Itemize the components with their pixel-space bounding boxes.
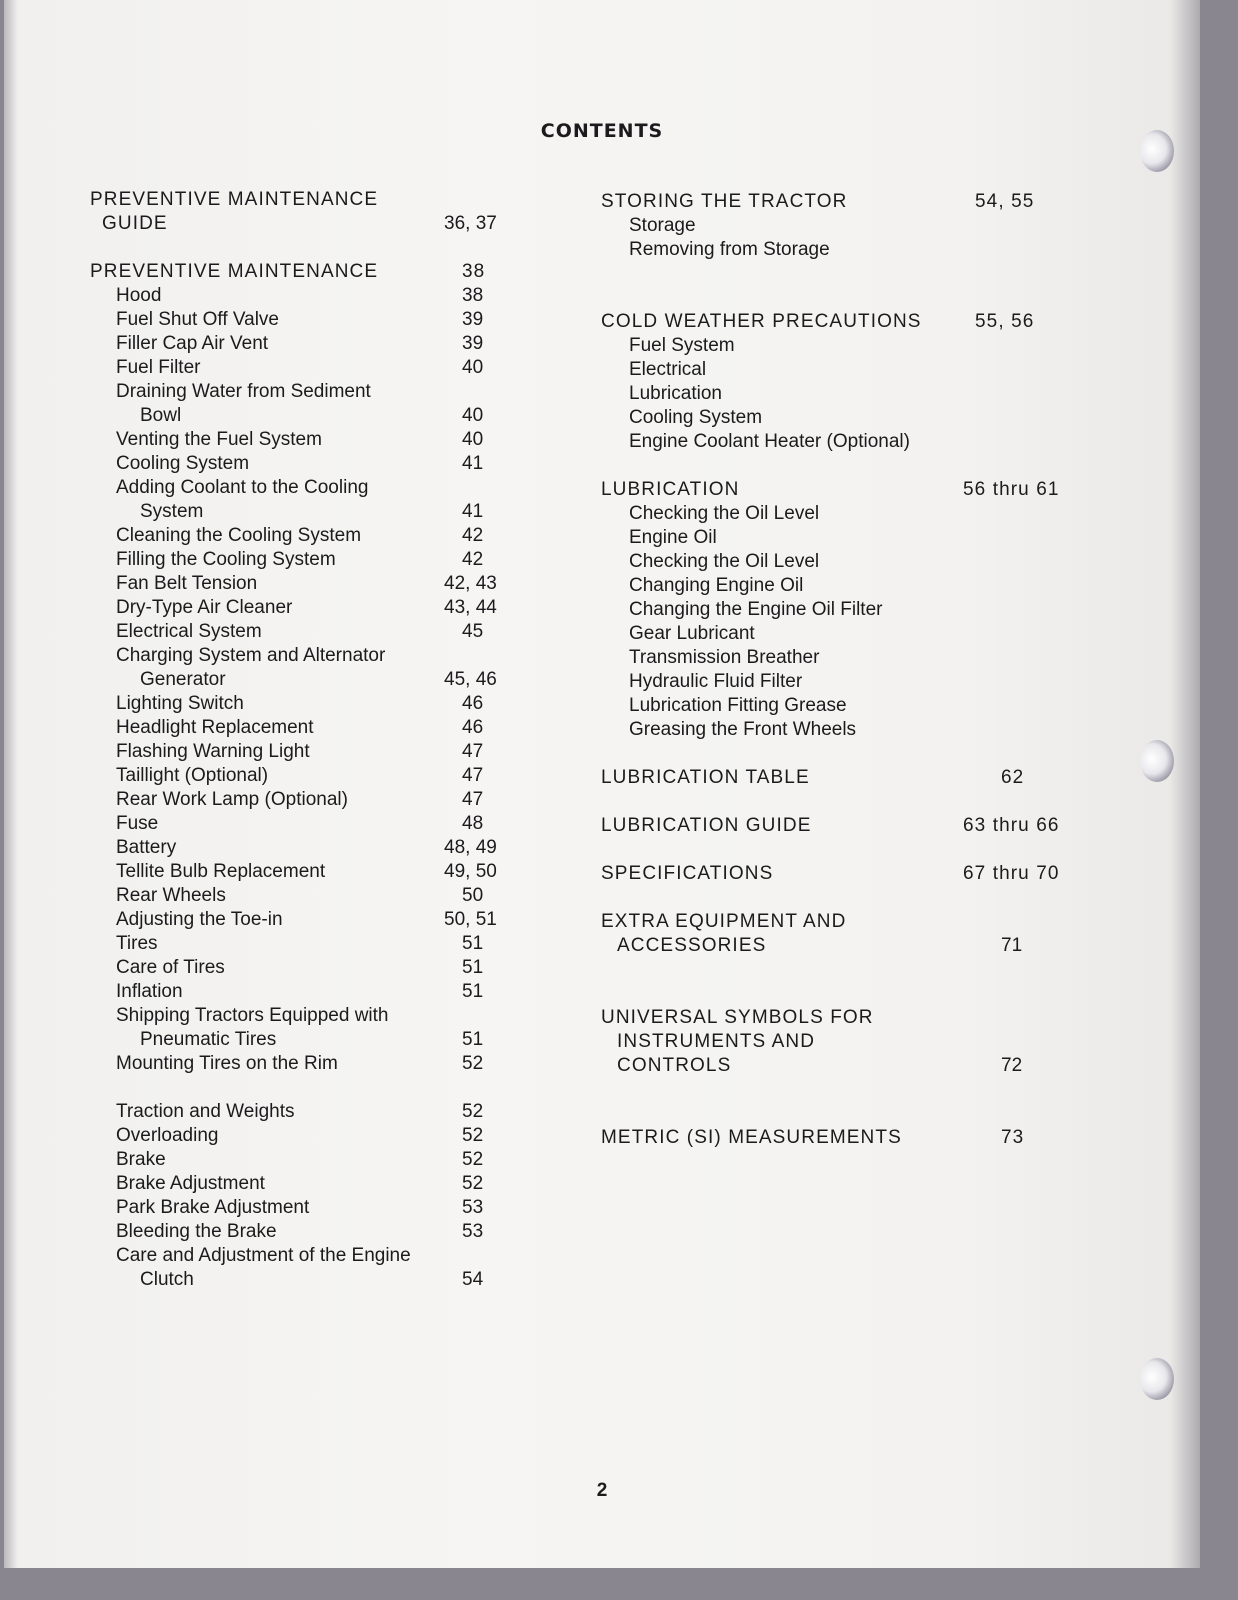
toc-page-number: 41: [462, 453, 484, 474]
toc-entry: [90, 1148, 530, 1172]
toc-entry: [601, 334, 1071, 358]
toc-spacer: [601, 838, 1071, 862]
toc-entry: [90, 716, 530, 740]
toc-page-number: 51: [462, 957, 484, 978]
toc-entry-title: Engine Oil: [629, 527, 717, 548]
toc-entry: [90, 692, 530, 716]
toc-page-number: 39: [462, 333, 484, 354]
toc-page-number: 42, 43: [444, 573, 497, 594]
toc-entry-title: Generator: [140, 669, 226, 690]
toc-page-number: 48: [462, 813, 484, 834]
toc-entry: [601, 934, 1071, 958]
toc-entry: [90, 380, 530, 404]
toc-entry-title: Changing the Engine Oil Filter: [629, 599, 883, 620]
toc-entry: [601, 1054, 1071, 1078]
toc-entry-title: METRIC (SI) MEASUREMENTS: [601, 1127, 902, 1148]
toc-page-number: 51: [462, 981, 484, 1002]
toc-page-number: 40: [462, 405, 484, 426]
toc-spacer: [601, 790, 1071, 814]
toc-page-number: 46: [462, 693, 484, 714]
toc-section: [601, 310, 1071, 334]
toc-entry-title: GUIDE: [102, 213, 168, 234]
toc-entry-title: Lubrication: [629, 383, 722, 404]
toc-entry-title: PREVENTIVE MAINTENANCE: [90, 189, 379, 210]
toc-entry: [90, 764, 530, 788]
toc-entry-title: COLD WEATHER PRECAUTIONS: [601, 311, 922, 332]
toc-entry-title: Flashing Warning Light: [116, 741, 310, 762]
toc-entry-title: Fan Belt Tension: [116, 573, 258, 594]
toc-entry: [601, 670, 1071, 694]
toc-entry: [601, 622, 1071, 646]
toc-entry-title: Shipping Tractors Equipped with: [116, 1005, 389, 1026]
toc-entry-title: Traction and Weights: [116, 1101, 295, 1122]
toc-entry-title: PREVENTIVE MAINTENANCE: [90, 261, 379, 282]
toc-entry-title: Adjusting the Toe-in: [116, 909, 283, 930]
toc-entry-title: ACCESSORIES: [617, 935, 767, 956]
binder-hole-bottom: [1140, 1358, 1174, 1400]
toc-entry: [90, 1244, 530, 1268]
toc-section: [601, 766, 1071, 790]
toc-entry: [601, 598, 1071, 622]
toc-entry: [90, 476, 530, 500]
toc-right-column: [601, 190, 1071, 1150]
toc-entry: [601, 430, 1071, 454]
toc-page-number: 47: [462, 789, 484, 810]
toc-entry: [90, 860, 530, 884]
toc-entry: [90, 572, 530, 596]
toc-page-number: 45, 46: [444, 669, 497, 690]
toc-entry-title: LUBRICATION: [601, 479, 740, 500]
toc-entry: [90, 1196, 530, 1220]
toc-page-number: 49, 50: [444, 861, 497, 882]
toc-entry: [90, 1052, 530, 1076]
toc-entry-title: Rear Work Lamp (Optional): [116, 789, 348, 810]
toc-entry-title: Mounting Tires on the Rim: [116, 1053, 338, 1074]
toc-page-number: 41: [462, 501, 484, 522]
toc-entry-title: Cleaning the Cooling System: [116, 525, 362, 546]
toc-entry: [90, 788, 530, 812]
toc-page-number: 36, 37: [444, 213, 497, 234]
toc-entry: [90, 548, 530, 572]
toc-page-number: 52: [462, 1101, 484, 1122]
toc-entry-title: Clutch: [140, 1269, 194, 1290]
toc-entry-title: Park Brake Adjustment: [116, 1197, 310, 1218]
toc-entry: [90, 932, 530, 956]
toc-entry: [601, 526, 1071, 550]
toc-entry: [90, 620, 530, 644]
toc-entry-title: Brake: [116, 1149, 166, 1170]
toc-spacer: [601, 286, 1071, 310]
toc-entry-title: CONTROLS: [617, 1055, 732, 1076]
toc-entry-title: Care of Tires: [116, 957, 225, 978]
toc-entry-title: Adding Coolant to the Cooling: [116, 477, 369, 498]
toc-entry-title: SPECIFICATIONS: [601, 863, 774, 884]
toc-page-number: 40: [462, 429, 484, 450]
toc-spacer: [601, 454, 1071, 478]
toc-entry-title: Lubrication Fitting Grease: [629, 695, 847, 716]
toc-entry: [90, 332, 530, 356]
toc-entry: [601, 718, 1071, 742]
toc-section: [601, 190, 1071, 214]
page-number: 2: [596, 1480, 608, 1501]
toc-entry: [90, 524, 530, 548]
toc-page-number: 42: [462, 549, 484, 570]
toc-entry-title: Inflation: [116, 981, 183, 1002]
toc-entry: [601, 238, 1071, 262]
toc-page-number: 54: [462, 1269, 484, 1290]
toc-entry: [90, 1028, 530, 1052]
toc-spacer: [90, 236, 530, 260]
toc-page-number: 42: [462, 525, 484, 546]
toc-page-number: 72: [1001, 1055, 1023, 1076]
toc-entry-title: Draining Water from Sediment: [116, 381, 371, 402]
toc-entry-title: Venting the Fuel System: [116, 429, 322, 450]
toc-entry: [90, 596, 530, 620]
binder-hole-middle: [1140, 740, 1174, 782]
toc-page-number: 55, 56: [975, 311, 1035, 332]
toc-page-number: 51: [462, 1029, 484, 1050]
toc-entry-title: Transmission Breather: [629, 647, 820, 668]
toc-section: [90, 188, 530, 212]
toc-entry-title: Tires: [116, 933, 158, 954]
toc-entry-title: LUBRICATION GUIDE: [601, 815, 812, 836]
toc-entry-title: Battery: [116, 837, 177, 858]
toc-page-number: 48, 49: [444, 837, 497, 858]
toc-entry: [601, 502, 1071, 526]
toc-entry-title: Lighting Switch: [116, 693, 244, 714]
toc-page-number: 56 thru 61: [963, 479, 1060, 500]
toc-page-number: 52: [462, 1149, 484, 1170]
toc-section: [601, 814, 1071, 838]
toc-page-number: 50: [462, 885, 484, 906]
toc-page-number: 43, 44: [444, 597, 497, 618]
toc-entry-title: Fuse: [116, 813, 159, 834]
toc-page-number: 47: [462, 741, 484, 762]
toc-page-number: 46: [462, 717, 484, 738]
toc-entry: [90, 668, 530, 692]
toc-page-number: 63 thru 66: [963, 815, 1060, 836]
toc-page-number: 73: [1001, 1127, 1025, 1148]
toc-page-number: 62: [1001, 767, 1025, 788]
toc-entry: [601, 406, 1071, 430]
toc-entry-title: Checking the Oil Level: [629, 551, 820, 572]
toc-entry-title: Dry-Type Air Cleaner: [116, 597, 293, 618]
toc-spacer: [601, 742, 1071, 766]
toc-page-number: 40: [462, 357, 484, 378]
toc-page-number: 53: [462, 1221, 484, 1242]
toc-page-number: 39: [462, 309, 484, 330]
toc-entry: [90, 1004, 530, 1028]
toc-entry-title: Gear Lubricant: [629, 623, 755, 644]
page-edge-shadow: [1170, 0, 1200, 1568]
toc-page-number: 53: [462, 1197, 484, 1218]
toc-page-number: 45: [462, 621, 484, 642]
toc-entry: [90, 908, 530, 932]
toc-entry-title: Engine Coolant Heater (Optional): [629, 431, 910, 452]
toc-entry: [601, 1030, 1071, 1054]
toc-page-number: 52: [462, 1125, 484, 1146]
toc-entry-title: Hood: [116, 285, 162, 306]
toc-left-column: [90, 188, 530, 1292]
toc-entry: [601, 574, 1071, 598]
toc-entry: [90, 212, 530, 236]
toc-page-number: 52: [462, 1053, 484, 1074]
toc-entry: [601, 694, 1071, 718]
toc-page-number: 50, 51: [444, 909, 497, 930]
toc-page-number: 71: [1001, 935, 1023, 956]
toc-entry-title: Pneumatic Tires: [140, 1029, 277, 1050]
toc-entry-title: Filling the Cooling System: [116, 549, 336, 570]
toc-entry-title: Cooling System: [629, 407, 763, 428]
toc-entry: [90, 956, 530, 980]
toc-page-number: 54, 55: [975, 191, 1035, 212]
toc-entry: [601, 550, 1071, 574]
toc-entry-title: Headlight Replacement: [116, 717, 314, 738]
page-title: CONTENTS: [540, 120, 664, 142]
toc-page-number: 38: [462, 285, 484, 306]
toc-entry: [90, 452, 530, 476]
toc-page-number: 38: [462, 261, 486, 282]
toc-section: [601, 862, 1071, 886]
toc-section: [601, 478, 1071, 502]
toc-entry: [90, 1220, 530, 1244]
toc-entry: [90, 404, 530, 428]
toc-entry: [90, 836, 530, 860]
toc-entry-title: STORING THE TRACTOR: [601, 191, 848, 212]
toc-entry-title: Filler Cap Air Vent: [116, 333, 269, 354]
toc-entry-title: Bleeding the Brake: [116, 1221, 277, 1242]
toc-entry-title: Fuel Shut Off Valve: [116, 309, 279, 330]
toc-entry: [90, 1100, 530, 1124]
toc-entry-title: Bowl: [140, 405, 182, 426]
toc-entry-title: Fuel Filter: [116, 357, 201, 378]
toc-entry-title: Removing from Storage: [629, 239, 830, 260]
toc-entry-title: Care and Adjustment of the Engine: [116, 1245, 411, 1266]
toc-spacer: [601, 982, 1071, 1006]
toc-entry-title: System: [140, 501, 204, 522]
toc-entry: [90, 740, 530, 764]
manual-page: [4, 0, 1200, 1568]
toc-entry-title: Fuel System: [629, 335, 735, 356]
toc-entry-title: Cooling System: [116, 453, 250, 474]
toc-entry: [601, 358, 1071, 382]
toc-section: [601, 1126, 1071, 1150]
toc-page-number: 52: [462, 1173, 484, 1194]
toc-entry-title: Hydraulic Fluid Filter: [629, 671, 803, 692]
toc-entry-title: LUBRICATION TABLE: [601, 767, 810, 788]
toc-entry: [90, 644, 530, 668]
toc-entry-title: EXTRA EQUIPMENT AND: [601, 911, 847, 932]
toc-entry: [601, 646, 1071, 670]
toc-entry-title: Checking the Oil Level: [629, 503, 820, 524]
toc-spacer: [601, 1102, 1071, 1126]
toc-entry: [90, 428, 530, 452]
toc-entry-title: Electrical: [629, 359, 707, 380]
toc-entry-title: Taillight (Optional): [116, 765, 269, 786]
toc-entry-title: Charging System and Alternator: [116, 645, 386, 666]
toc-entry-title: Brake Adjustment: [116, 1173, 265, 1194]
toc-entry-title: INSTRUMENTS AND: [617, 1031, 816, 1052]
toc-page-number: 47: [462, 765, 484, 786]
toc-entry-title: Electrical System: [116, 621, 262, 642]
toc-entry-title: Rear Wheels: [116, 885, 226, 906]
toc-entry-title: Overloading: [116, 1125, 219, 1146]
toc-section: [601, 910, 1071, 934]
toc-entry: [90, 812, 530, 836]
toc-spacer: [601, 958, 1071, 982]
toc-entry: [90, 356, 530, 380]
toc-entry: [90, 1268, 530, 1292]
toc-section: [601, 1006, 1071, 1030]
toc-entry: [90, 284, 530, 308]
toc-entry: [90, 980, 530, 1004]
toc-spacer: [601, 886, 1071, 910]
toc-spacer: [601, 1078, 1071, 1102]
toc-entry-title: Tellite Bulb Replacement: [116, 861, 326, 882]
toc-page-number: 51: [462, 933, 484, 954]
toc-entry: [90, 884, 530, 908]
toc-entry: [90, 500, 530, 524]
toc-entry: [601, 214, 1071, 238]
toc-section: [90, 260, 530, 284]
toc-entry: [90, 1172, 530, 1196]
toc-spacer: [601, 262, 1071, 286]
page-left-shadow: [4, 0, 18, 1568]
toc-page-number: 67 thru 70: [963, 863, 1060, 884]
toc-entry-title: Storage: [629, 215, 696, 236]
toc-entry: [601, 382, 1071, 406]
toc-entry-title: Greasing the Front Wheels: [629, 719, 857, 740]
toc-entry: [90, 308, 530, 332]
toc-spacer: [90, 1076, 530, 1100]
toc-entry: [90, 1124, 530, 1148]
toc-entry-title: Changing Engine Oil: [629, 575, 804, 596]
toc-entry-title: UNIVERSAL SYMBOLS FOR: [601, 1007, 874, 1028]
